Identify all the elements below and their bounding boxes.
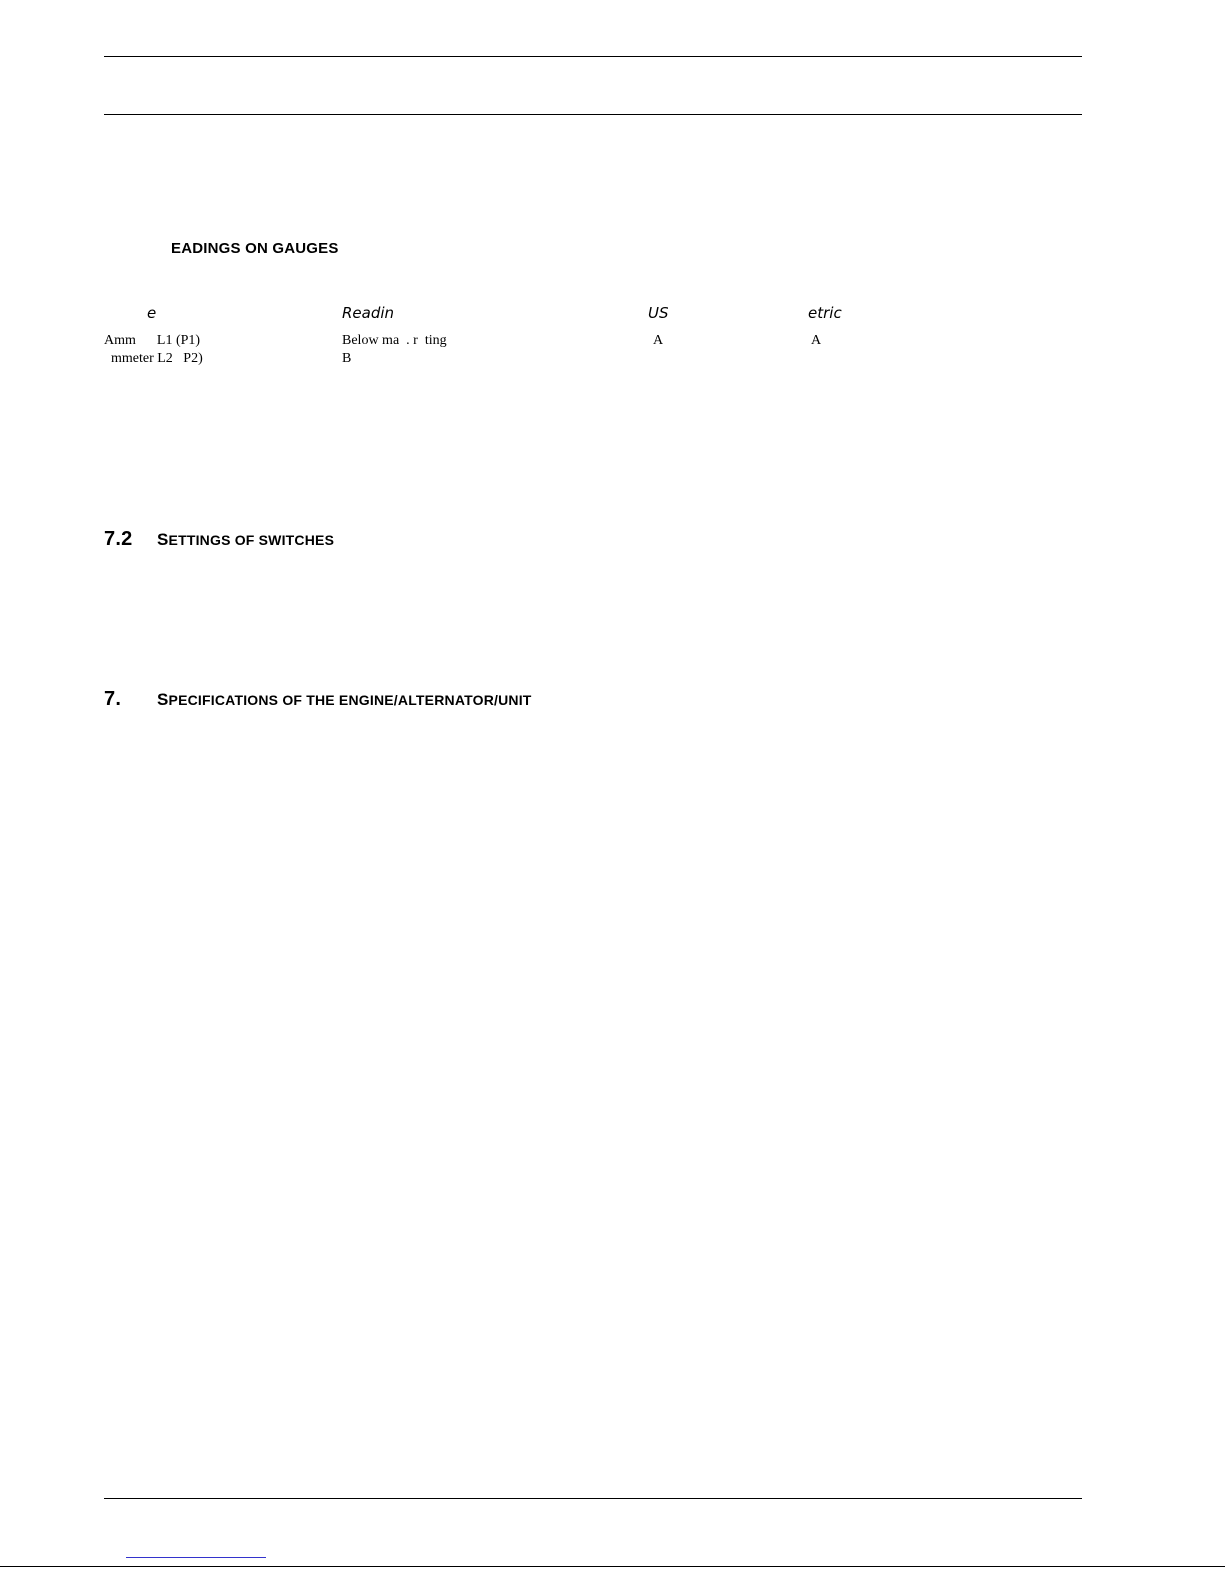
section-heading-specifications xyxy=(104,688,532,711)
column-header-gauge: e xyxy=(147,304,157,322)
section-title-initial: S xyxy=(157,690,169,709)
page-bottom-edge xyxy=(0,1566,1225,1567)
section-title-rest: ETTINGS OF SWITCHES xyxy=(168,532,335,548)
table-cell-reading: Below ma . r ting xyxy=(342,333,447,348)
header-rule-top xyxy=(104,56,1082,57)
section-heading-switches xyxy=(104,528,334,551)
section-heading-readings xyxy=(171,240,339,257)
section-title-initial: S xyxy=(157,530,169,549)
footer-link-underline[interactable] xyxy=(126,1557,266,1558)
column-header-metric: etric xyxy=(808,304,842,322)
table-cell-gauge: mmeter L2 P2) xyxy=(104,351,203,366)
section-title-rest: PECIFICATIONS OF THE ENGINE/ALTERNATOR/UNIT xyxy=(168,692,532,708)
table-cell-metric: A xyxy=(811,333,822,348)
table-cell-gauge: Amm L1 (P1) xyxy=(104,333,201,348)
section-number: 7. xyxy=(104,688,122,710)
column-header-reading: Readin xyxy=(342,304,395,322)
footer-rule xyxy=(104,1498,1082,1499)
header-rule-bottom xyxy=(104,114,1082,115)
table-cell-us: A xyxy=(653,333,664,348)
section-title-readings: EADINGS ON GAUGES xyxy=(171,240,339,257)
section-number: 7.2 xyxy=(104,528,133,550)
column-header-us: US xyxy=(648,304,669,322)
table-cell-reading: B xyxy=(342,351,352,366)
